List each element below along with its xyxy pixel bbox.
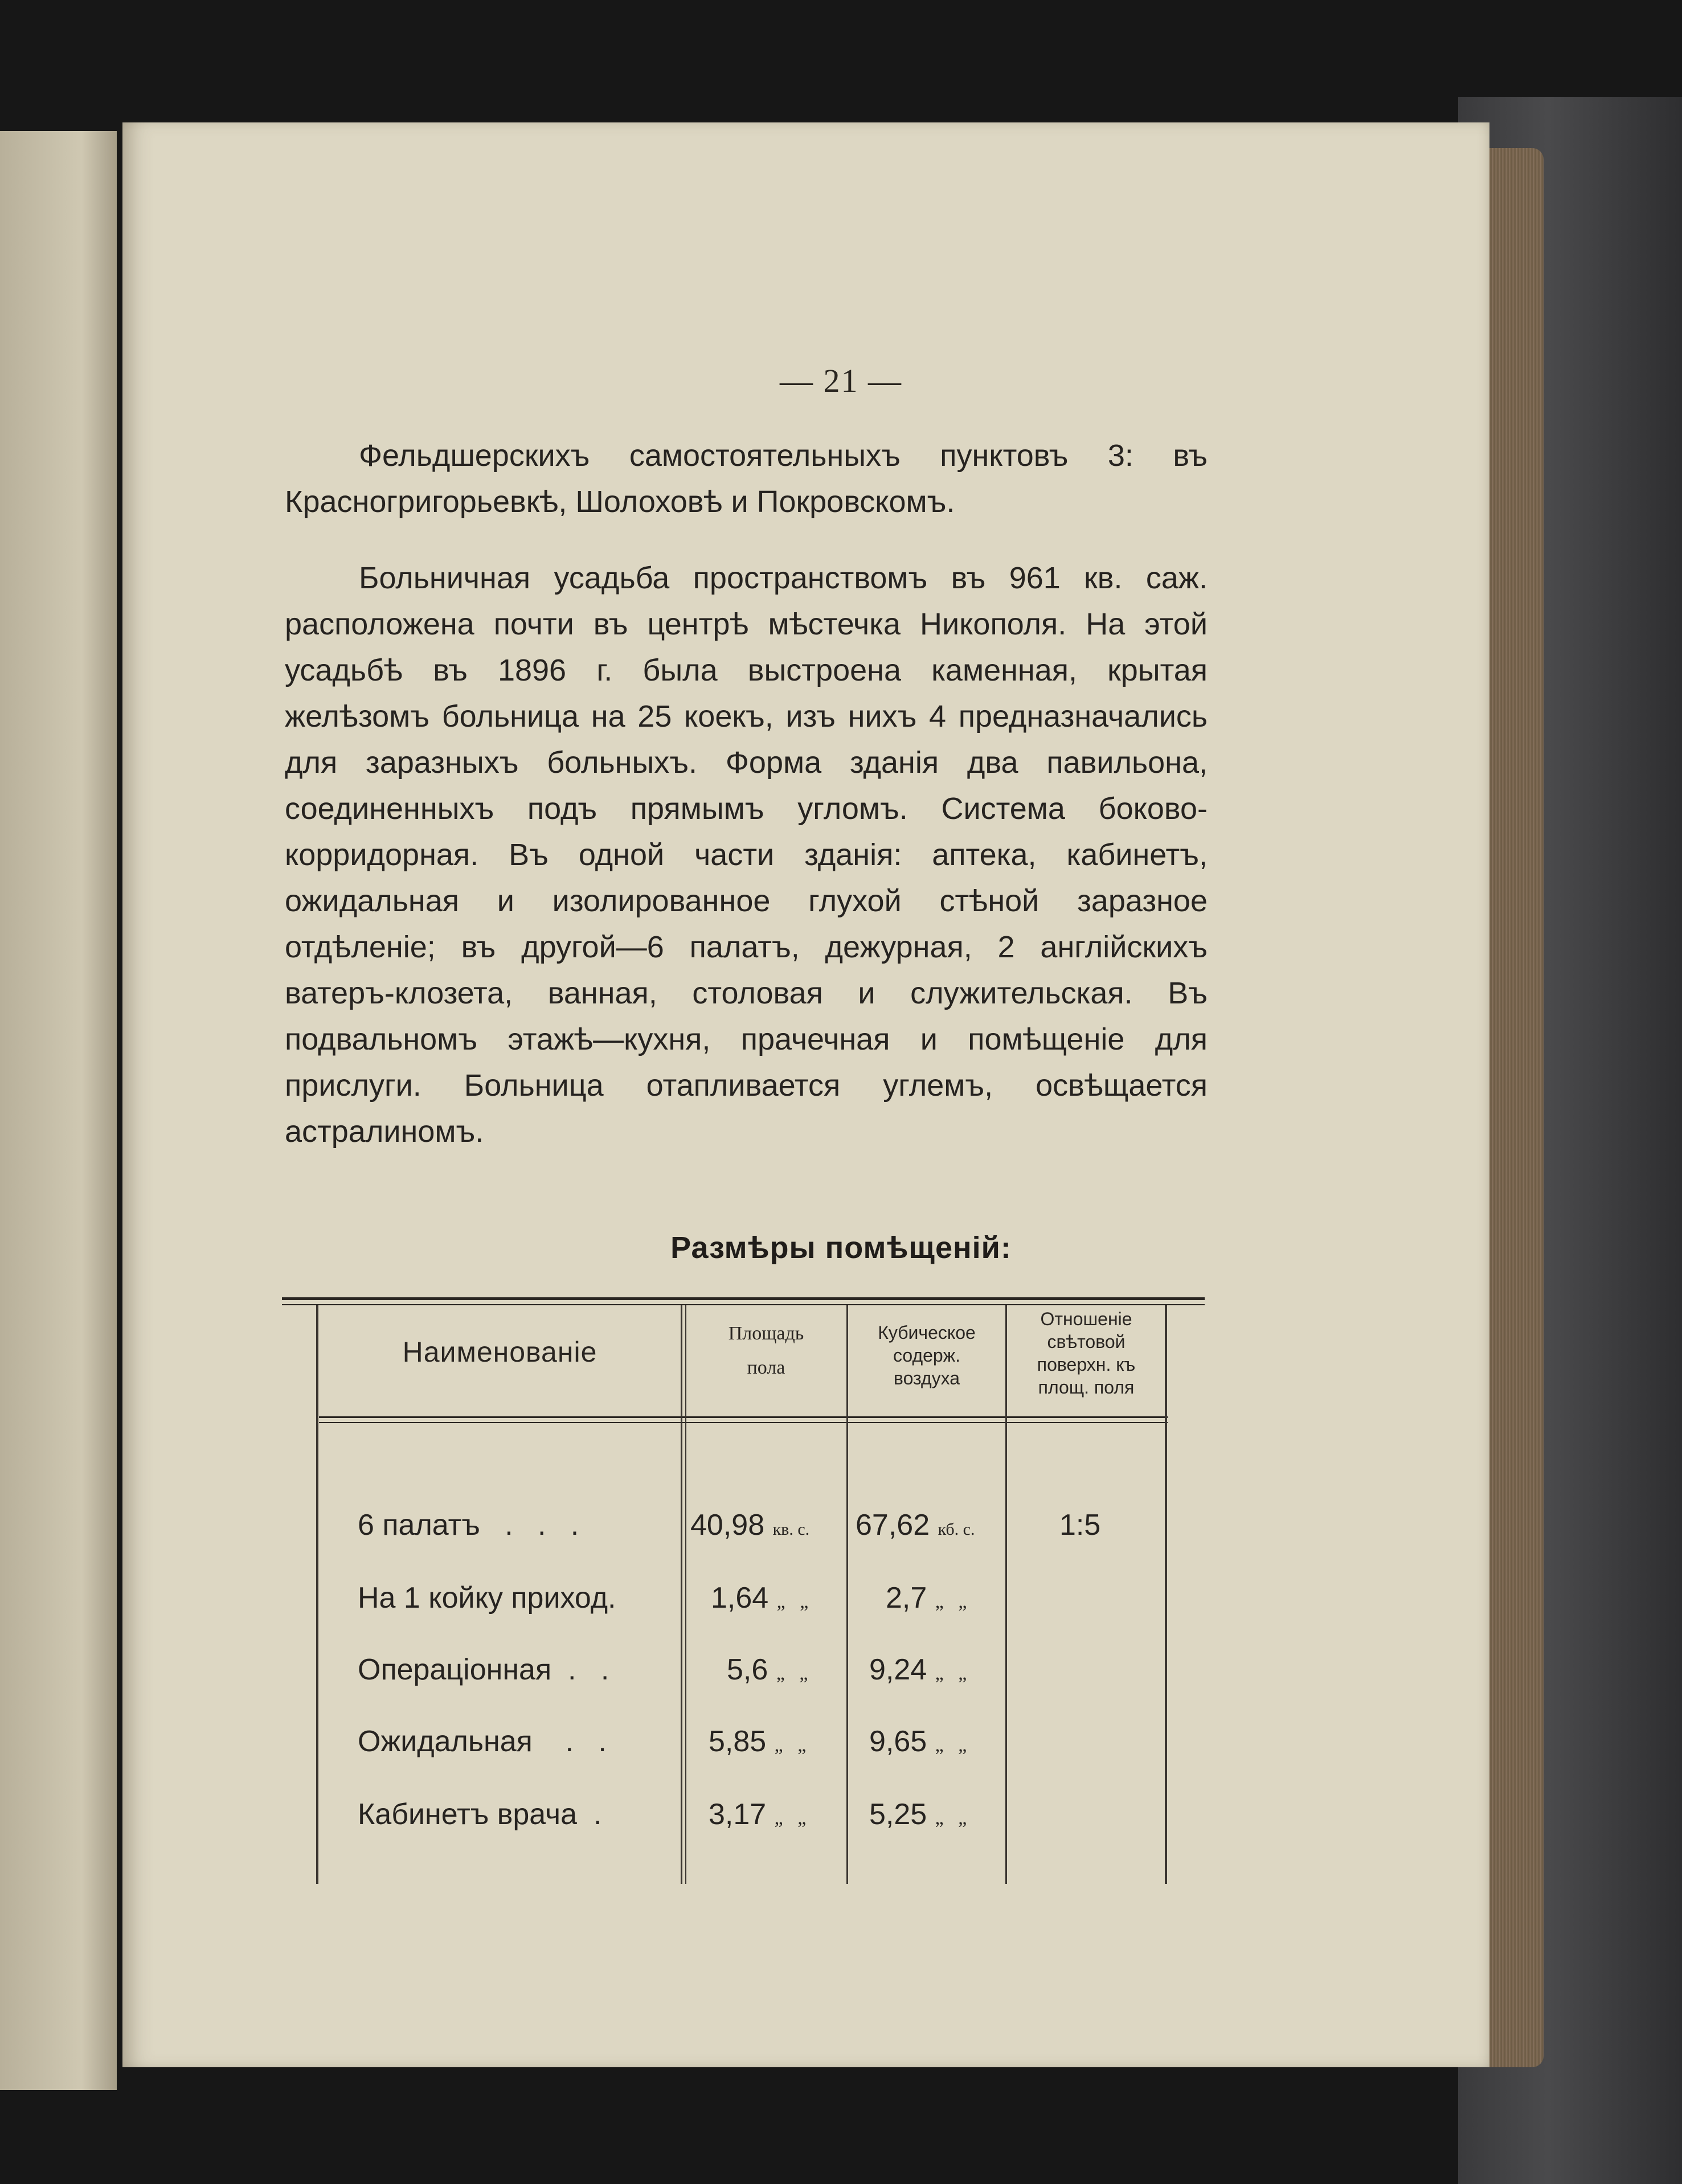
header-name: Наименованіе [402, 1336, 598, 1368]
row-volume-unit: „ „ [935, 1808, 967, 1829]
header-area-line1: Площадь [728, 1323, 804, 1344]
header-area [686, 1322, 846, 1379]
header-bottom-rule-thin [319, 1422, 1168, 1423]
row-volume-value: 9,24 [869, 1653, 927, 1686]
paragraph-2 [285, 555, 1208, 1155]
paragraph-2-text: Больничная усадьба пространствомъ въ 961 кв. саж. расположена почти въ центрѣ мѣстечка Никополя. На этой усадьбѣ въ 1896 г. была выстроена каменная, крытая желѣзомъ больница на 25 коекъ, изъ нихъ 4 предназначались для заразныхъ больныхъ. Форма зданія два павильона, соединенныхъ подъ прямымъ угломъ. Система боково-корридорная. Въ одной части зданія: аптека, кабинетъ, ожидальная и изолированное глухой стѣной заразное отдѣленіе; въ другой—6 палатъ, дежурная, 2 англійскихъ ватеръ-клозета, ванная, столовая и служительская. Въ подвальномъ этажѣ—кухня, прачечная и помѣщеніе для прислуги. Больница отапливается углемъ, освѣщается астралиномъ. [285, 561, 1208, 1149]
table-title: Размѣры помѣщеній: [670, 1231, 1012, 1265]
row-volume-unit: кб. с. [938, 1520, 975, 1539]
row-area-unit: „ „ [776, 1591, 809, 1612]
table-row [0, 1724, 1682, 1770]
row-area-unit: кв. с. [772, 1520, 810, 1539]
row-area-value: 3,17 [709, 1798, 767, 1831]
previous-page-edge [0, 131, 117, 2090]
row-area [690, 1508, 809, 1542]
table-row [0, 1653, 1682, 1698]
table-top-rule [282, 1297, 1205, 1300]
header-volume [848, 1321, 1006, 1390]
row-area-value: 1,64 [711, 1581, 769, 1615]
header-ratio-line3: поверхн. къ [1037, 1354, 1136, 1375]
paragraph-1 [285, 433, 1208, 525]
header-ratio-line2: свѣтовой [1047, 1331, 1126, 1352]
header-ratio-line1: Отношеніе [1040, 1309, 1132, 1329]
row-volume [856, 1508, 975, 1542]
table-row [0, 1508, 1682, 1554]
row-volume-unit: „ „ [935, 1591, 967, 1612]
row-volume-value: 9,65 [869, 1725, 927, 1758]
header-bottom-rule [319, 1416, 1168, 1418]
page-edges [1489, 148, 1544, 2067]
row-volume-value: 67,62 [856, 1509, 930, 1542]
row-name: Операціонная . . [358, 1653, 609, 1686]
table-row [0, 1797, 1682, 1843]
row-area-unit: „ „ [776, 1663, 808, 1684]
row-name: Кабинетъ врача . [358, 1798, 602, 1831]
row-area [727, 1653, 808, 1687]
header-area-line2: пола [747, 1357, 785, 1378]
row-volume [869, 1724, 967, 1759]
header-ratio [1007, 1308, 1165, 1399]
row-area-value: 40,98 [690, 1509, 765, 1542]
row-volume [869, 1797, 967, 1831]
header-volume-line3: воздуха [893, 1368, 960, 1388]
row-ratio: 1:5 [1059, 1509, 1101, 1542]
row-name: 6 палатъ . . . [358, 1509, 579, 1542]
row-area-value: 5,6 [727, 1653, 768, 1686]
paragraph-1-text: Фельдшерскихъ самостоятельныхъ пунктовъ 3: въ Красногригорьевкѣ, Шолоховѣ и Покровскомъ. [285, 439, 1208, 519]
table-row [0, 1581, 1682, 1626]
header-volume-line1: Кубическое [878, 1322, 976, 1343]
row-volume [886, 1581, 967, 1615]
header-ratio-line4: площ. поля [1038, 1377, 1135, 1398]
row-volume-unit: „ „ [935, 1663, 967, 1684]
row-area-value: 5,85 [709, 1725, 767, 1758]
row-area [709, 1797, 806, 1831]
row-area [709, 1724, 806, 1759]
row-name: Ожидальная . . [358, 1725, 607, 1758]
row-volume-unit: „ „ [935, 1735, 967, 1756]
row-area-unit: „ „ [774, 1735, 807, 1756]
row-volume [869, 1653, 967, 1687]
header-volume-line2: содерж. [893, 1345, 960, 1366]
table-top-rule-thin [282, 1304, 1205, 1305]
row-volume-value: 2,7 [886, 1581, 927, 1615]
row-volume-value: 5,25 [869, 1798, 927, 1831]
page-number: — 21 — [780, 362, 902, 399]
row-area-unit: „ „ [774, 1808, 807, 1829]
row-area [711, 1581, 808, 1615]
row-name: На 1 койку приход. [358, 1581, 616, 1615]
